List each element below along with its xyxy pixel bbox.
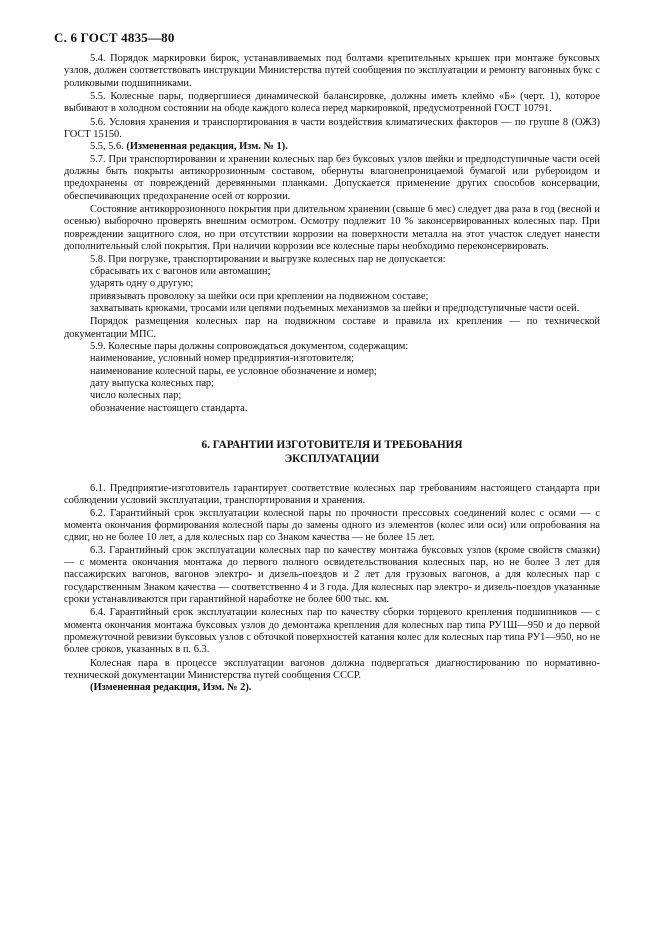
paragraph-6-4: 6.4. Гарантийный срок эксплуатации колесных пар по качеству сборки торцевого крепления подшипников — с момента окончания монтажа буксовых узлов до демонтажа крепления для колесных пар типа РУ1Ш—950 и до первой промежуточной ревизии буксовых узлов с обточкой поверхностей катания колес для колесных пар типа РУ1—950, но не более сроков, указанных в п. 6.3. <box>64 607 600 656</box>
paragraph-storage: Состояние антикоррозионного покрытия при длительном хранении (свыше 6 мес) следует два раза в год (весной и осенью) выборочно проверять внешним осмотром. Осмотру подлежит 10 % законсервированных колесных пар. При повреждении защитного слоя, но при отсутствии коррозии на поверхности металла на этот участок следует нанести дополнительный слой покрытия. При наличии коррозии все колесные пары необходимо переконсервировать. <box>64 204 600 253</box>
page-header: С. 6 ГОСТ 4835—80 <box>54 30 175 45</box>
paragraph-placement: Порядок размещения колесных пар на подвижном составе и правила их крепления — по технической документации МПС. <box>64 316 600 340</box>
list-item: привязывать проволоку за шейки оси при креплении на подвижном составе; <box>90 290 429 302</box>
paragraph-5-8: 5.8. При погрузке, транспортировании и выгрузке колесных пар не допускается: <box>90 253 446 265</box>
paragraph-6-2: 6.2. Гарантийный срок эксплуатации колесной пары по прочности прессовых соединений колес с осями — с момента окончания формирования колесной пары до замены одного из элементов (колес или оси) или опробования на сдвиг, но не более 10 лет, а для колесных пар со Знаком качества — не более 15 лет. <box>64 507 600 544</box>
list-item: обозначение настоящего стандарта. <box>90 402 248 414</box>
paragraph-5-5: 5.5. Колесные пары, подвергшиеся динамической балансировке, должны иметь клеймо «Б» (черт. 1), которое выбивают в холодном состоянии на ободе каждого колеса перед маркировкой, предусмотренной ГОСТ 10791. <box>64 91 600 115</box>
paragraph-5-4: 5.4. Порядок маркировки бирок, устанавливаемых под болтами крепительных крышек при монтаже буксовых узлов, должен соответствовать инструкции Министерства путей сообщения по эксплуатации и ремонту вагонных букс с роликовыми подшипниками. <box>64 53 600 89</box>
edit-note-1-bold: (Измененная редакция, Изм. № 1). <box>126 141 288 153</box>
document-body <box>64 53 600 695</box>
edit-note-1 <box>64 141 600 153</box>
list-item: сбрасывать их с вагонов или автомашин; <box>90 265 271 277</box>
paragraph-6-1: 6.1. Предприятие-изготовитель гарантирует соответствие колесных пар требованиям настоящего стандарта при соблюдении условий эксплуатации, транспортирования и хранения. <box>64 482 600 507</box>
list-item: число колесных пар; <box>90 390 182 402</box>
list-item: наименование колесной пары, ее условное обозначение и номер; <box>90 365 377 377</box>
paragraph-diagnostics: Колесная пара в процессе эксплуатации вагонов должна подвергаться диагностированию по нормативно-технической документации Министерства путей сообщения СССР. <box>64 657 600 682</box>
edit-note-1-prefix: 5.5, 5.6. <box>90 141 124 153</box>
edit-note-2-bold: (Измененная редакция, Изм. № 2). <box>90 682 252 694</box>
section-title-line1: 6. ГАРАНТИИ ИЗГОТОВИТЕЛЯ И ТРЕБОВАНИЯ <box>201 438 463 451</box>
edit-note-2 <box>64 682 600 694</box>
paragraph-5-7: 5.7. При транспортировании и хранении колесных пар без буксовых узлов шейки и предподступичные части осей должны быть покрыты антикоррозионным составом, обернуты влагонепроницаемой бумагой или рубероидом и предохранены от повреждений деревянными планками. Допускается применение других способов консервации, обеспечивающих предохранение осей от коррозии. <box>64 153 600 202</box>
list-item: захватывать крюками, тросами или цепями подъемных механизмов за шейки и предподступичные части осей. <box>90 302 580 314</box>
section-title-line2: ЭКСПЛУАТАЦИИ <box>284 452 380 465</box>
list-item: наименование, условный номер предприятия-изготовителя; <box>90 353 355 365</box>
paragraph-6-3: 6.3. Гарантийный срок эксплуатации колесных пар по качеству монтажа буксовых узлов (кроме свойств смазки) — с момента окончания монтажа до первого полного освидетельствования колесных пар, но не более 3 лет для пассажирских вагонов, вагонов электро- и дизель-поездов и 2 лет для грузовых вагонов, а для колесных пар с государственным Знаком качества — соответственно 4 и 3 года. Для колесных пар электро- и дизель-поездов указанные сроки устанавливаются при гарантийной наработке не более 600 тыс. км. <box>64 544 600 606</box>
paragraph-5-9: 5.9. Колесные пары должны сопровождаться документом, содержащим: <box>90 340 409 352</box>
list-item: ударять одну о другую; <box>90 278 194 290</box>
paragraph-5-6: 5.6. Условия хранения и транспортирования в части воздействия климатических факторов — по группе 8 (ОЖЗ) ГОСТ 15150. <box>64 116 600 141</box>
list-item: дату выпуска колесных пар; <box>90 377 215 389</box>
section-title <box>64 438 600 466</box>
